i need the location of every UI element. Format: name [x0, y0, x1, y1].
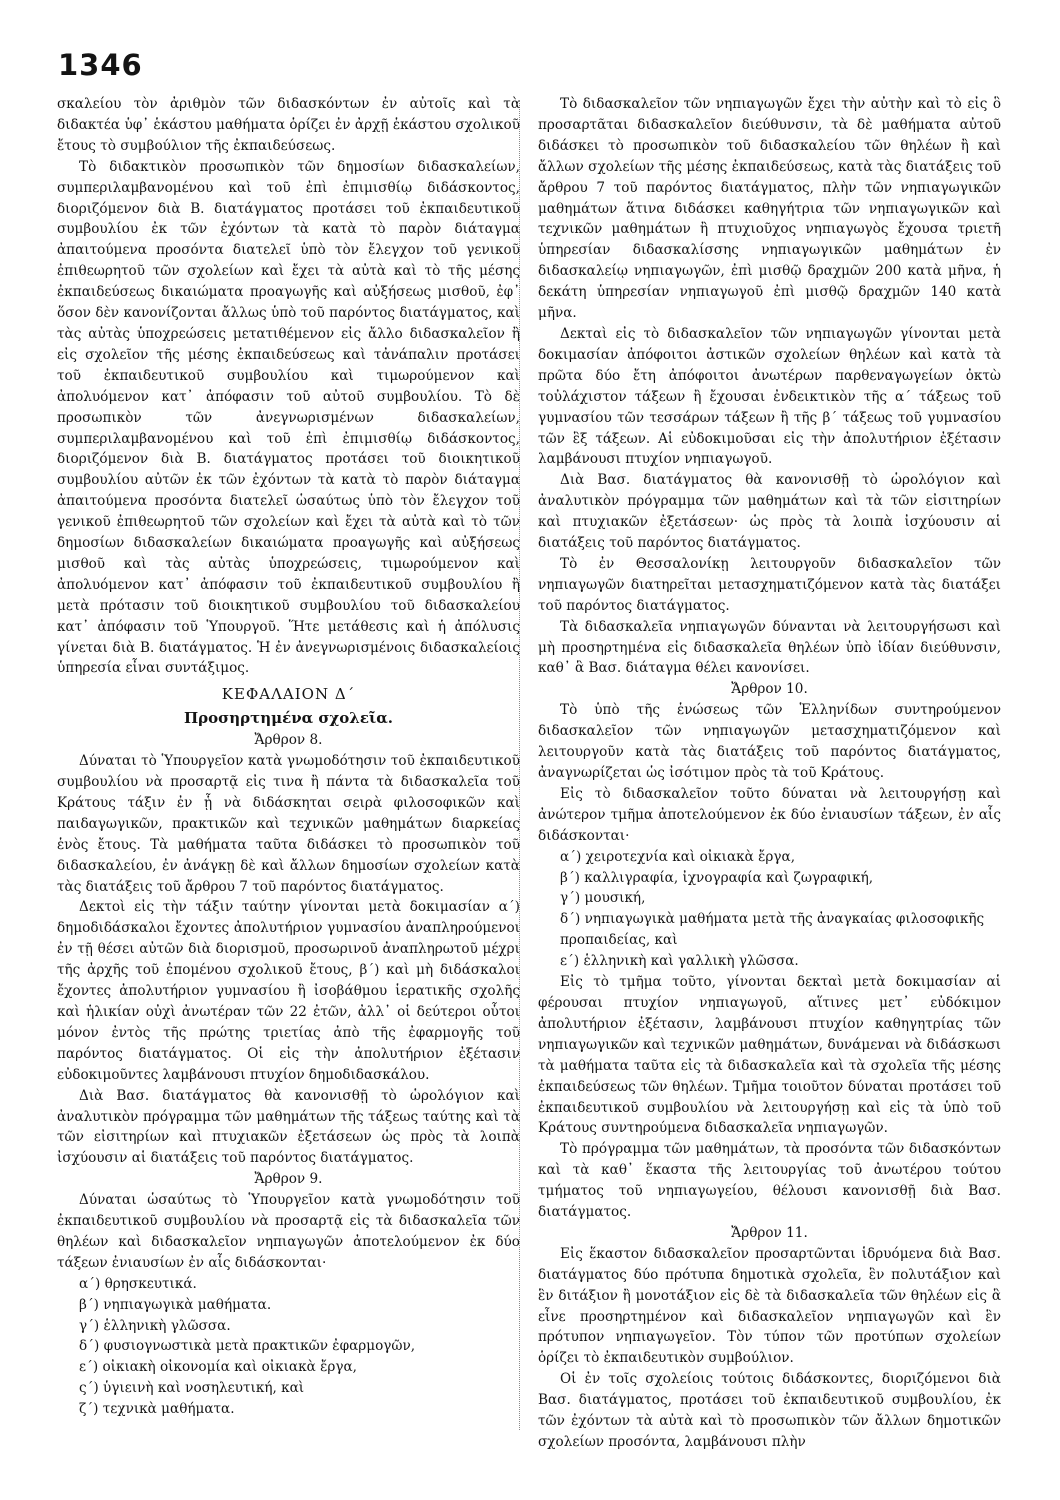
paragraph: Εἰς τὸ τμῆμα τοῦτο, γίνονται δεκταὶ μετὰ δοκιμασίαν αἱ φέρουσαι πτυχίον νηπιαγωγοῦ, αἵτινες μετ᾽ εὐδόκιμον ἀπολυτήριον ἐξέτασιν, λαμβάνουσι πτυχίον καθηγητρίας τῶν νηπιαγωγικῶν καὶ τεχνικῶν μαθημάτων, δυνάμεναι νὰ διδάσκωσι τὰ μαθήματα ταῦτα εἰς τὰ διδασκαλεῖα καὶ τὰ σχολεῖα τῆς μέσης ἐκπαιδεύσεως τῶν θηλέων. Τμῆμα τοιοῦτον δύναται προτάσει τοῦ ἐκπαιδευτικοῦ συμβουλίου νὰ λειτουργήσῃ καὶ εἰς τὰ ὑπὸ τοῦ Κράτους συντηρούμενα διδασκαλεῖα νηπιαγωγῶν. — [538, 974, 1001, 1137]
chapter-title: Προσηρτημένα σχολεῖα. — [184, 709, 393, 728]
list-item: γ´) μουσική, — [560, 890, 646, 907]
article-heading-9: Ἄρθρον 9. — [254, 1171, 323, 1188]
list-item: α´) θρησκευτικά. — [79, 1275, 197, 1292]
list-item: β´) νηπιαγωγικὰ μαθήματα. — [79, 1296, 272, 1313]
list-item: ς´) ὑγιεινὴ καὶ νοσηλευτική, καὶ — [79, 1380, 305, 1397]
chapter-heading: ΚΕΦΑΛΑΙΟΝ Δ´ — [221, 685, 356, 704]
list-item: ε´) ἑλληνικὴ καὶ γαλλικὴ γλῶσσα. — [560, 953, 799, 970]
article-heading-10: Ἄρθρον 10. — [731, 681, 808, 698]
page-number: 1346 — [58, 48, 143, 82]
list-item: ε´) οἰκιακὴ οἰκονομία καὶ οἰκιακὰ ἔργα, — [79, 1359, 358, 1376]
article-heading-11: Ἄρθρον 11. — [731, 1224, 808, 1241]
right-column — [538, 94, 1001, 1453]
list-item: γ´) ἑλληνικὴ γλῶσσα. — [79, 1317, 231, 1334]
paragraph: Δύναται ὡσαύτως τὸ Ὑπουργεῖον κατὰ γνωμοδότησιν τοῦ ἐκπαιδευτικοῦ συμβουλίου νὰ προσαρτᾷ εἰς τὰ διδασκαλεῖα τῶν θηλέων καὶ διδασκαλεῖον νηπιαγωγῶν ἀποτελούμενον ἐκ δύο τάξεων ἐνιαυσίων ἐν αἷς διδάσκονται· — [57, 1192, 520, 1271]
paragraph: Εἰς ἕκαστον διδασκαλεῖον προσαρτῶνται ἱδρυόμενα διὰ Βασ. διατάγματος δύο πρότυπα δημοτικὰ σχολεῖα, ἓν πολυτάξιον καὶ ἓν διτάξιον ἢ μονοτάξιον εἰς δὲ τὰ διδασκαλεῖα τῶν θηλέων εἰς ἃ εἶνε προσηρτημένον καὶ διδασκαλεῖον νηπιαγωγῶν καὶ ἓν πρότυπον νηπιαγωγεῖον. Τὸν τύπον τῶν προτύπων σχολείων ὁρίζει τὸ ἐκπαιδευτικὸν συμβούλιον. — [538, 1245, 1001, 1367]
paragraph: Διὰ Βασ. διατάγματος θὰ κανονισθῇ τὸ ὡρολόγιον καὶ ἀναλυτικὸν πρόγραμμα τῶν μαθημάτων καὶ τὰ τῶν εἰσιτηρίων καὶ πτυχιακῶν ἐξετάσεων· ὡς πρὸς τὰ λοιπὰ ἰσχύουσιν αἱ διατάξεις τοῦ παρόντος διατάγματος. — [538, 472, 1001, 552]
paragraph: Δεκτοὶ εἰς τὴν τάξιν ταύτην γίνονται μετὰ δοκιμασίαν α´) δημοδιδάσκαλοι ἔχοντες ἀπολυτήριον γυμνασίου ἀναπληρούμενοι ἐν τῇ θέσει αὐτῶν διὰ διορισμοῦ, προσωρινοῦ ἀναπληρωτοῦ μέχρι τῆς ἀρχῆς τοῦ ἐπομένου σχολικοῦ ἔτους, β´) καὶ μὴ διδάσκαλοι ἔχοντες ἀπολυτήριον γυμνασίου ἢ ἰσοβάθμου ἱερατικῆς σχολῆς καὶ ἡλικίαν οὐχὶ ἀνωτέραν τῶν 22 ἐτῶν, ἀλλ᾽ οἱ δεύτεροι οὗτοι μόνον ἐντὸς τῆς πρώτης τριετίας ἀπὸ τῆς ἐφαρμογῆς τοῦ παρόντος διατάγματος. Οἱ εἰς τὴν ἀπολυτήριον ἐξέτασιν εὐδοκιμοῦντες λαμβάνουσι πτυχίον δημοδιδασκάλου. — [57, 899, 520, 1083]
paragraph: Τὸ ἐν Θεσσαλονίκῃ λειτουργοῦν διδασκαλεῖον τῶν νηπιαγωγῶν διατηρεῖται μετασχηματιζόμενον κατὰ τὰς διατάξει τοῦ παρόντος διατάγματος. — [538, 555, 1001, 614]
paragraph: Τὸ ὑπὸ τῆς ἑνώσεως τῶν Ἑλληνίδων συντηρούμενον διδασκαλεῖον τῶν νηπιαγωγῶν μετασχηματιζόμενον καὶ λειτουργοῦν κατὰ τὰς διατάξεις τοῦ παρόντος διατάγματος, ἀναγνωρίζεται ὡς ἰσότιμον πρὸς τὰ τοῦ Κράτους. — [538, 702, 1001, 781]
paragraph: Δεκταὶ εἰς τὸ διδασκαλεῖον τῶν νηπιαγωγῶν γίνονται μετὰ δοκιμασίαν ἀπόφοιτοι ἀστικῶν σχολείων θηλέων καὶ κατὰ τὰ πρῶτα δύο ἔτη ἀπόφοιτοι ἀνωτέρων παρθεναγωγείων ὀκτὼ τοὐλάχιστον τάξεων ἢ ἔχουσαι ἐνδεικτικὸν τῆς α´ τάξεως τοῦ γυμνασίου τῶν τεσσάρων τάξεων ἢ τῆς β´ τάξεως τοῦ γυμνασίου τῶν ἓξ τάξεων. Αἱ εὐδοκιμοῦσαι εἰς τὴν ἀπολυτήριον ἐξέτασιν λαμβάνουσι πτυχίον νηπιαγωγοῦ. — [538, 325, 1001, 468]
list-item: β´) καλλιγραφία, ἰχνογραφία καὶ ζωγραφική, — [560, 869, 874, 886]
paragraph: Τὸ διδασκαλεῖον τῶν νηπιαγωγῶν ἔχει τὴν αὐτὴν καὶ τὸ εἰς ὃ προσαρτᾶται διδασκαλεῖον διεύθυνσιν, τὰ δὲ μαθήματα αὐτοῦ διδάσκει τὸ προσωπικὸν τοῦ διδασκαλείου τῶν θηλέων ἢ καὶ ἄλλων σχολείων τῆς μέσης ἐκπαιδεύσεως, κατὰ τὰς διατάξεις τοῦ ἄρθρου 7 τοῦ παρόντος διατάγματος, πλὴν τῶν νηπιαγωγικῶν μαθημάτων ἅτινα διδάσκει καθηγήτρια τῶν νηπιαγωγικῶν καὶ τεχνικῶν μαθημάτων ἢ πτυχιοῦχος νηπιαγωγὸς ἔχουσα τριετῆ ὑπηρεσίαν διδασκαλίσσης νηπιαγωγικῶν μαθημάτων ἐν διδασκαλείῳ νηπιαγωγῶν, ἐπὶ μισθῷ δραχμῶν 200 κατὰ μῆνα, ἡ δεκάτη ὑπηρεσίαν νηπιαγωγοῦ ἐπὶ μισθῷ δραχμῶν 140 κατὰ μῆνα. — [538, 96, 1001, 322]
list-item: δ´) φυσιογνωστικὰ μετὰ πρακτικῶν ἐφαρμογῶν, — [79, 1338, 416, 1355]
paragraph: Εἰς τὸ διδασκαλεῖον τοῦτο δύναται νὰ λειτουργήσῃ καὶ ἀνώτερον τμῆμα ἀποτελούμενον ἐκ δύο ἐνιαυσίων τάξεων, ἐν αἷς διδάσκονται· — [538, 785, 1001, 844]
paragraph: Τὸ διδακτικὸν προσωπικὸν τῶν δημοσίων διδασκαλείων, συμπεριλαμβανομένου καὶ τοῦ ἐπὶ ἐπιμισθίῳ διδάσκοντος, διοριζόμενον διὰ Β. διατάγματος προτάσει τοῦ ἐκπαιδευτικοῦ συμβουλίου ἐκ τῶν ἐχόντων τὰ κατὰ τὸ παρὸν διάταγμα ἀπαιτούμενα προσόντα διατελεῖ ὑπὸ τὸν ἔλεγχον τοῦ γενικοῦ ἐπιθεωρητοῦ τῶν σχολείων καὶ ἔχει τὰ αὐτὰ καὶ τὸ τῆς μέσης ἐκπαιδεύσεως δικαιώματα προαγωγῆς καὶ αὐξήσεως μισθοῦ, ἐφ᾽ ὅσον δὲν κανονίζονται ἄλλως ὑπὸ τοῦ παρόντος διατάγματος, καὶ τὰς αὐτὰς ὑποχρεώσεις μετατιθέμενον εἰς ἄλλο διδασκαλεῖον ἢ εἰς σχολεῖον τῆς μέσης ἐκπαιδεύσεως καὶ τἀνάπαλιν προτάσει τοῦ ἐκπαιδευτικοῦ συμβουλίου καὶ τιμωρούμενον καὶ ἀπολυόμενον κατ᾽ ἀπόφασιν τοῦ αὐτοῦ συμβουλίου. Τὸ δὲ προσωπικὸν τῶν ἀνεγνωρισμένων διδασκαλείων, συμπεριλαμβανομένου καὶ τοῦ ἐπὶ ἐπιμισθίῳ διδάσκοντος, διοριζόμενον διὰ Β. διατάγματος προτάσει τοῦ διοικητικοῦ συμβουλίου αὐτῶν ἐκ τῶν ἐχόντων τὰ κατὰ τὸ παρὸν διάταγμα ἀπαιτούμενα προσόντα διατελεῖ ὡσαύτως ὑπὸ τὸν ἔλεγχον τοῦ γενικοῦ ἐπιθεωρητοῦ τῶν σχολείων καὶ ἔχει τὰ αὐτὰ καὶ τὸ τῶν δημοσίων διδασκαλείων δικαιώματα προαγωγῆς καὶ αὐξήσεως μισθοῦ καὶ τὰς αὐτὰς ὑποχρεώσεις, τιμωρούμενον καὶ ἀπολυόμενον κατ᾽ ἀπόφασιν τοῦ ἐκπαιδευτικοῦ συμβουλίου ἢ μετὰ πρότασιν τοῦ διοικητικοῦ συμβουλίου τοῦ διδασκαλείου κατ᾽ ἀπόφασιν τοῦ Ὑπουργοῦ. Ἥτε μετάθεσις καὶ ἡ ἀπόλυσις γίνεται διὰ Β. διατάγματος. Ἡ ἐν ἀνεγνωρισμένοις διδασκαλείοις ὑπηρεσία εἶναι συντάξιμος. — [57, 158, 520, 677]
paragraph: Τὸ πρόγραμμα τῶν μαθημάτων, τὰ προσόντα τῶν διδασκόντων καὶ τὰ καθ᾽ ἕκαστα τῆς λειτουργίας τοῦ ἀνωτέρου τούτου τμήματος τοῦ νηπιαγωγείου, θέλουσι κανονισθῇ διὰ Βασ. διατάγματος. — [538, 1141, 1001, 1221]
list-item: δ´) νηπιαγωγικὰ μαθήματα μετὰ τῆς ἀναγκαίας φιλοσοφικῆς προπαιδείας, καὶ — [560, 911, 985, 949]
paragraph: σκαλείου τὸν ἀριθμὸν τῶν διδασκόντων ἐν αὐτοῖς καὶ τὰ διδακτέα ὑφ᾽ ἑκάστου μαθήματα ὁρίζει ἐν ἀρχῇ ἑκάστου σχολικοῦ ἔτους τὸ συμβούλιον τῆς ἐκπαιδεύσεως. — [57, 96, 520, 154]
paragraph: Τὰ διδασκαλεῖα νηπιαγωγῶν δύνανται νὰ λειτουργήσωσι καὶ μὴ προσηρτημένα εἰς διδασκαλεῖα θηλέων ὑπὸ ἰδίαν διεύθυνσιν, καθ᾽ ἃ Βασ. διάταγμα θέλει κανονίσει. — [538, 618, 1001, 677]
list-item: ζ´) τεχνικὰ μαθήματα. — [79, 1401, 235, 1418]
article-heading-8: Ἄρθρον 8. — [254, 732, 323, 749]
left-column — [57, 94, 520, 1420]
paragraph: Δύναται τὸ Ὑπουργεῖον κατὰ γνωμοδότησιν τοῦ ἐκπαιδευτικοῦ συμβουλίου νὰ προσαρτᾷ εἰς τινα ἢ πάντα τὰ διδασκαλεῖα τοῦ Κράτους τάξιν ἐν ᾗ νὰ διδάσκηται σειρὰ φιλοσοφικῶν καὶ παιδαγωγικῶν, πρακτικῶν καὶ τεχνικῶν μαθημάτων διαρκείας ἑνὸς ἔτους. Τὰ μαθήματα ταῦτα διδάσκει τὸ προσωπικὸν τοῦ διδασκαλείου, ἐν ἀνάγκῃ δὲ καὶ ἄλλων δημοσίων σχολείων κατὰ τὰς διατάξεις τοῦ ἄρθρου 7 τοῦ παρόντος διατάγματος. — [57, 753, 520, 895]
paragraph: Διὰ Βασ. διατάγματος θὰ κανονισθῇ τὸ ὡρολόγιον καὶ ἀναλυτικὸν πρόγραμμα τῶν μαθημάτων τῆς τάξεως ταύτης καὶ τὰ τῶν εἰσιτηρίων καὶ πτυχιακῶν ἐξετάσεων ὡς πρὸς τὰ λοιπὰ ἰσχύουσιν αἱ διατάξεις τοῦ παρόντος διατάγματος. — [57, 1087, 520, 1167]
list-item: α´) χειροτεχνία καὶ οἰκιακὰ ἔργα, — [560, 848, 796, 865]
paragraph: Οἱ ἐν τοῖς σχολείοις τούτοις διδάσκοντες, διοριζόμενοι διὰ Βασ. διατάγματος, προτάσει τοῦ ἐκπαιδευτικοῦ συμβουλίου, ἐκ τῶν ἐχόντων τὰ αὐτὰ καὶ τὸ προσωπικὸν τῶν ἄλλων δημοτικῶν σχολείων προσόντα, λαμβάνουσι πλὴν — [538, 1371, 1001, 1450]
